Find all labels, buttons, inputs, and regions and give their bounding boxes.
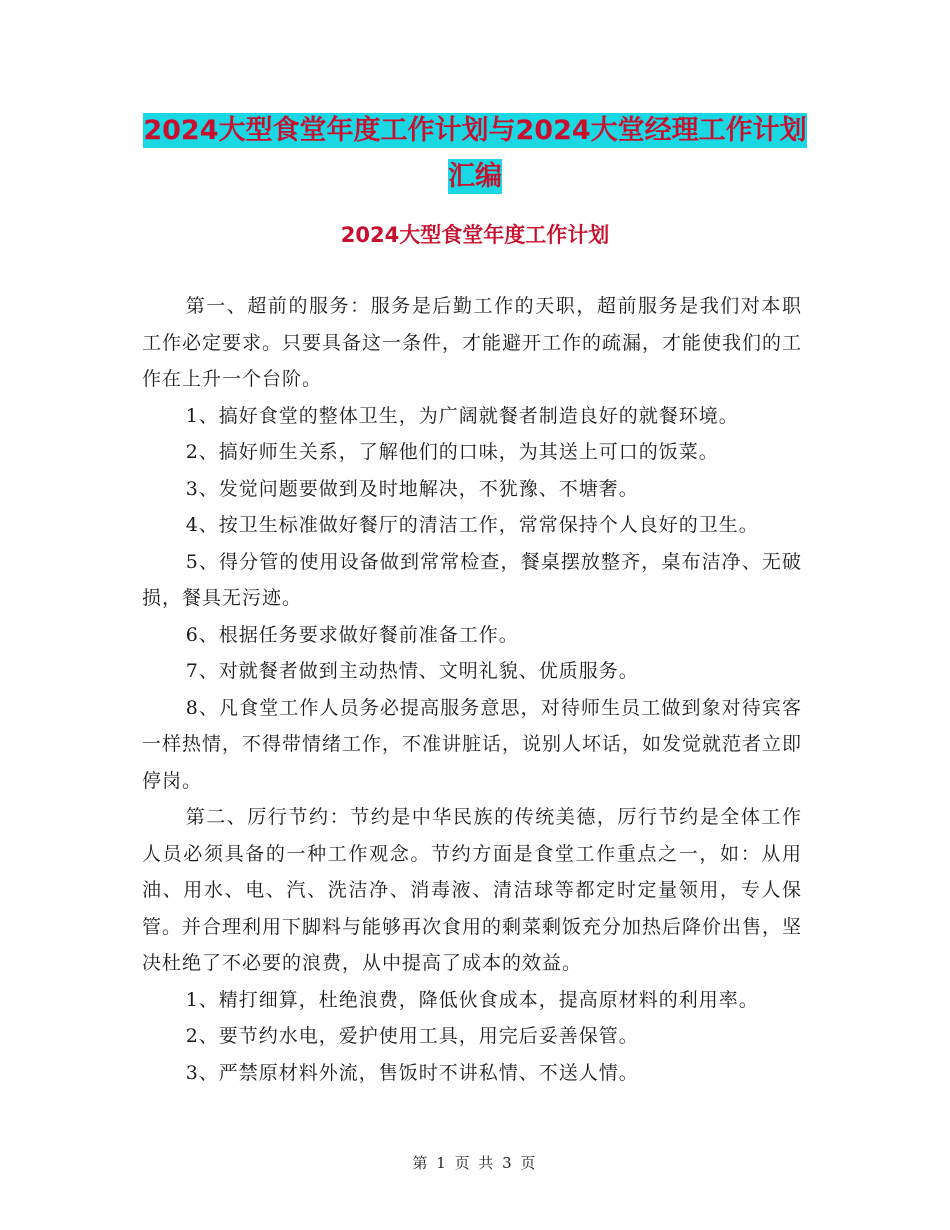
section-title: 2024大型食堂年度工作计划	[340, 223, 610, 247]
page-footer: 第 1 页 共 3 页	[412, 1154, 538, 1172]
document-body	[142, 288, 802, 1091]
title-line-2: 汇编	[448, 161, 502, 192]
title-line-1: 2024大型食堂年度工作计划与2024大堂经理工作计划	[143, 115, 807, 146]
paragraph: 2、要节约水电，爱护使用工具，用完后妥善保管。	[185, 1025, 639, 1047]
paragraph: 3、发觉问题要做到及时地解决，不犹豫、不塘奢。	[185, 477, 639, 500]
paragraph: 2、搞好师生关系，了解他们的口味，为其送上可口的饭菜。	[185, 441, 719, 463]
paragraph: 1、精打细算，杜绝浪费，降低伙食成本，提高原材料的利用率。	[185, 988, 759, 1011]
document-title	[0, 108, 950, 200]
paragraph: 8、凡食堂工作人员务必提高服务意思，对待师生员工做到象对待宾客一样热情，不得带情绪工作，不准讲脏话，说别人坏话，如发觉就范者立即停岗。	[142, 696, 803, 792]
paragraph: 1、搞好食堂的整体卫生，为广阔就餐者制造良好的就餐环境。	[185, 404, 739, 427]
paragraph: 5、得分管的使用设备做到常常检查，餐桌摆放整齐，桌布洁净、无破损，餐具无污迹。	[142, 550, 802, 609]
paragraph: 6、根据任务要求做好餐前准备工作。	[185, 623, 519, 646]
paragraph: 7、对就餐者做到主动热情、文明礼貌、优质服务。	[185, 660, 639, 682]
paragraph: 3、严禁原材料外流，售饭时不讲私情、不送人情。	[185, 1061, 639, 1084]
paragraph: 第一、超前的服务：服务是后勤工作的天职，超前服务是我们对本职工作必定要求。只要具备这一条件，才能避开工作的疏漏，才能使我们的工作在上升一个台阶。	[142, 295, 803, 390]
paragraph: 第二、厉行节约：节约是中华民族的传统美德，厉行节约是全体工作人员必须具备的一种工作观念。节约方面是食堂工作重点之一，如：从用油、用水、电、汽、洗洁净、消毒液、清洁球等都定时定量领用，专人保管。并合理利用下脚料与能够再次食用的剩菜剩饭充分加热后降价出售，坚决杜绝了不必要的浪费，从中提高了成本的效益。	[142, 806, 803, 974]
paragraph: 4、按卫生标准做好餐厅的清洁工作，常常保持个人良好的卫生。	[185, 514, 759, 536]
